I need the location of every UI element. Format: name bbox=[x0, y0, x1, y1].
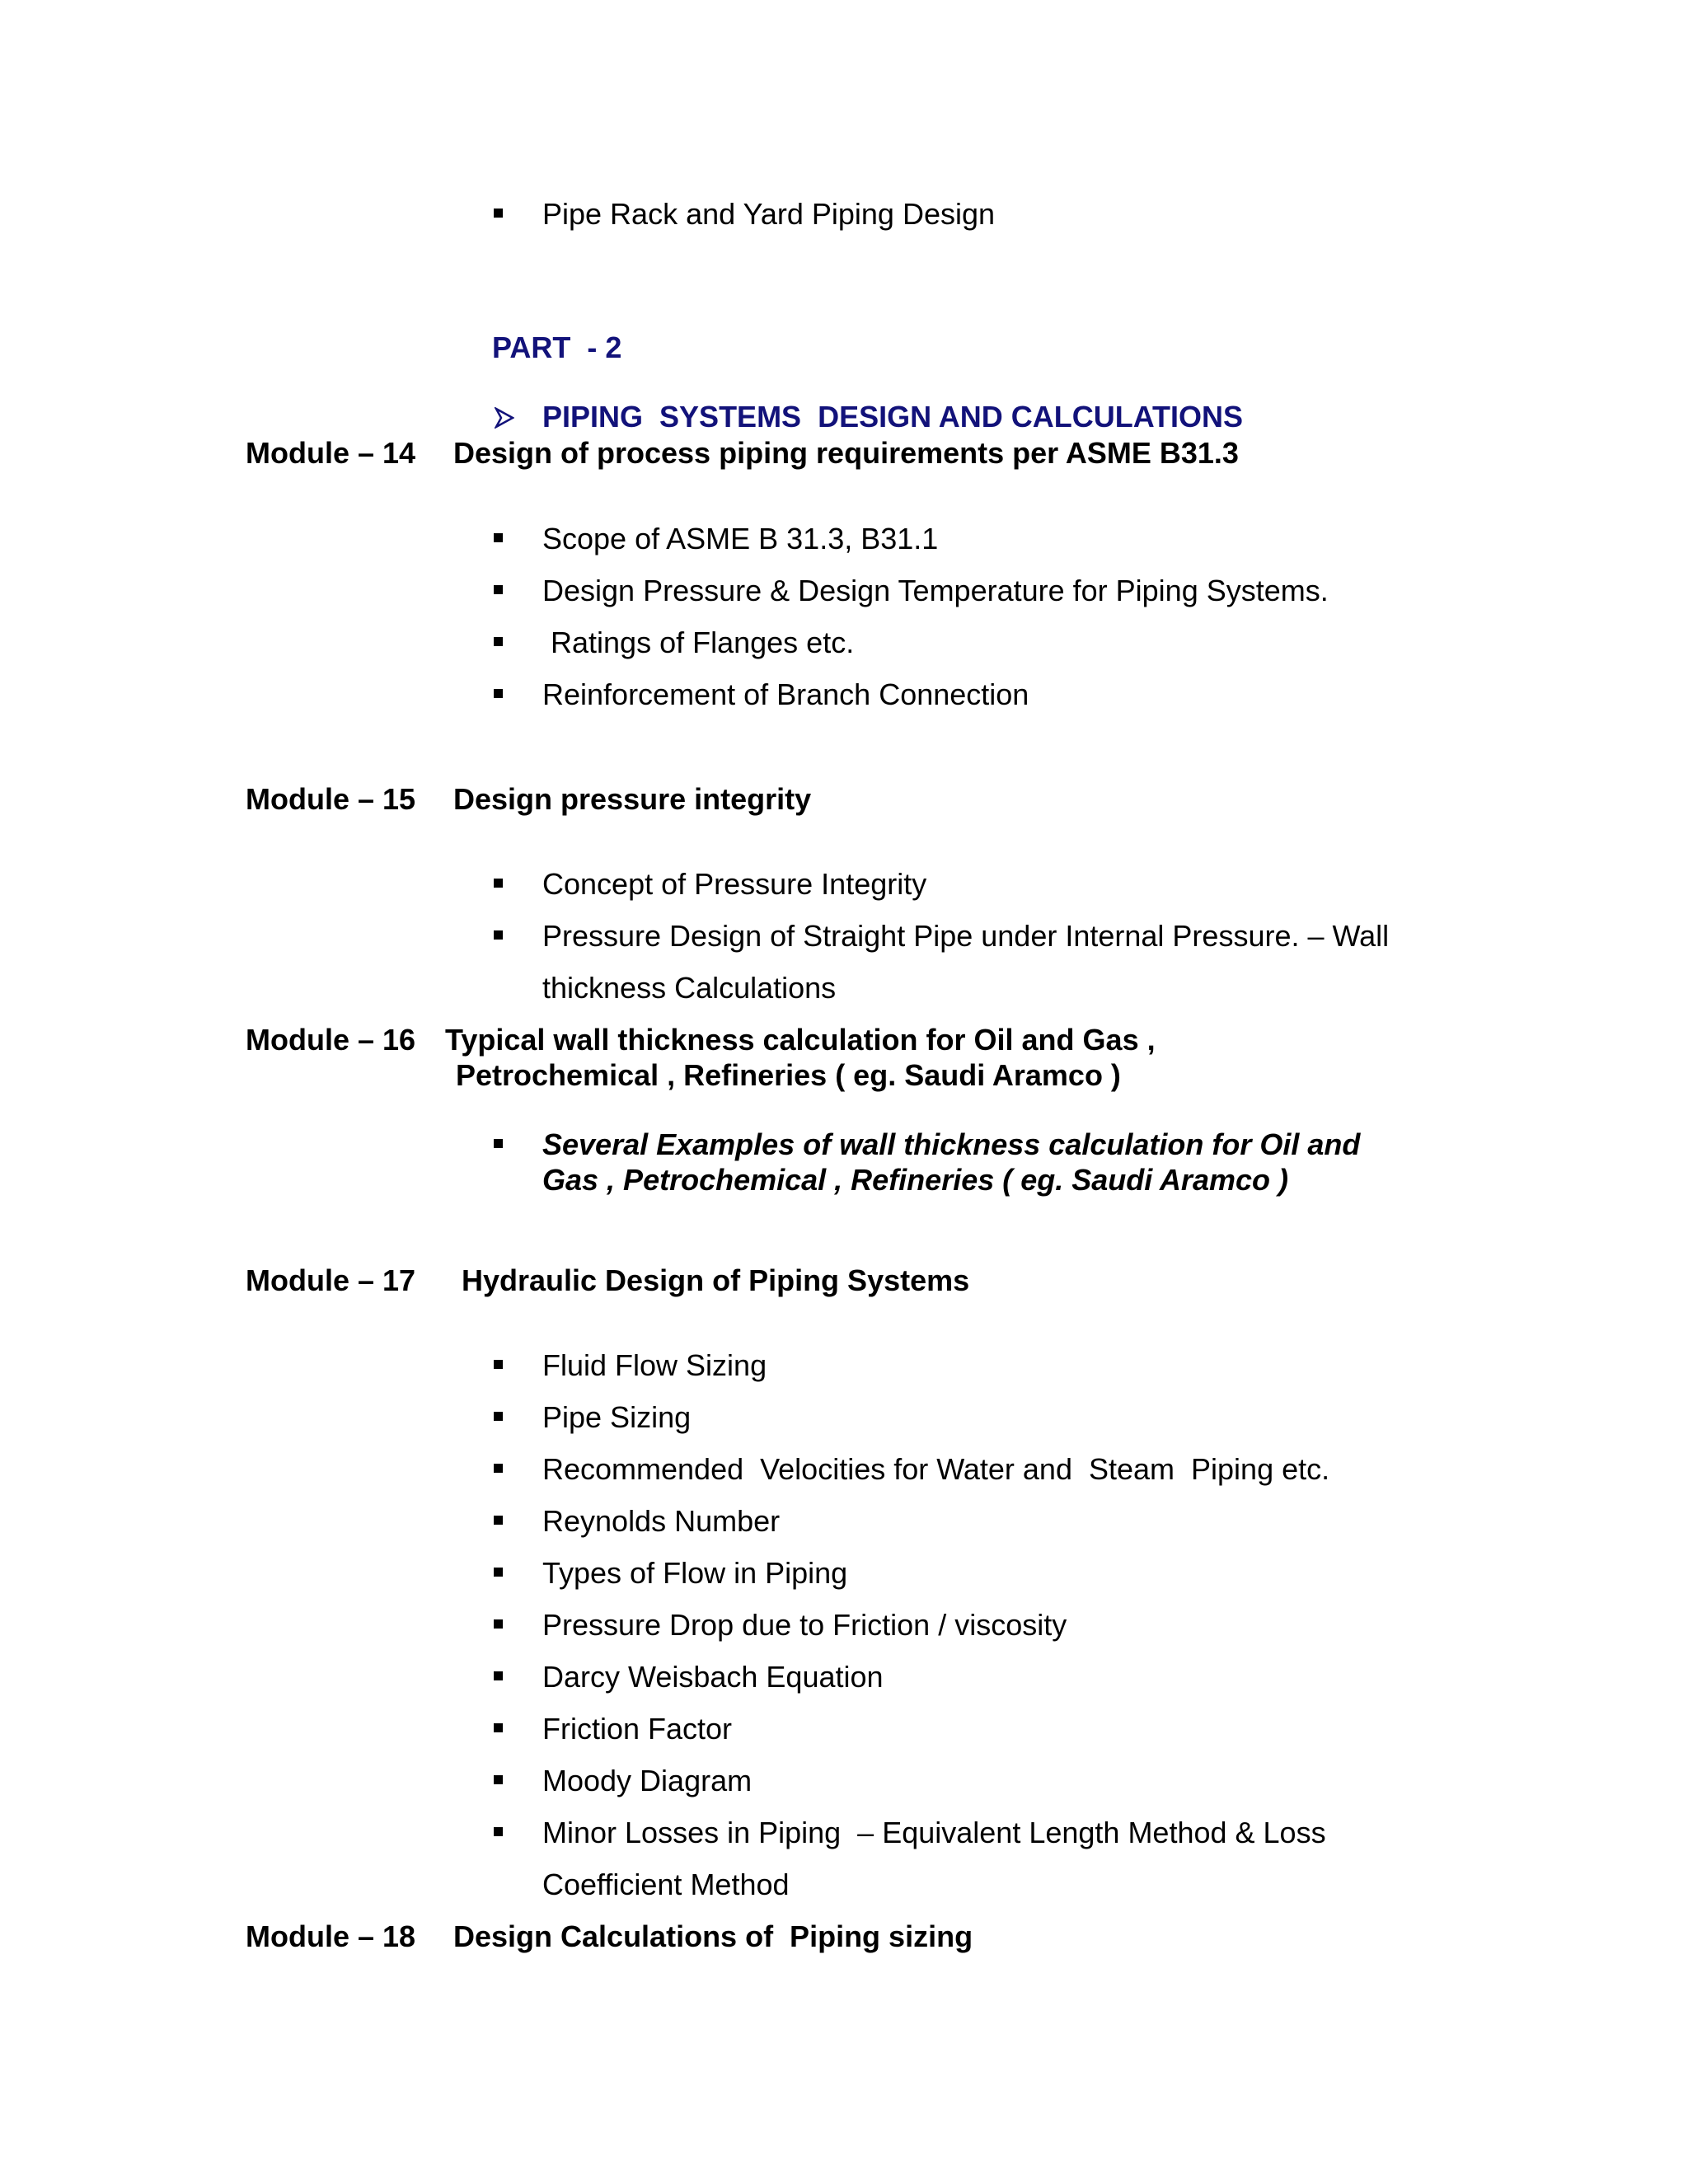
section-title: PIPING SYSTEMS DESIGN AND CALCULATIONS bbox=[542, 400, 1244, 434]
module-title-line-1: Typical wall thickness calculation for Oil and Gas , bbox=[445, 1023, 1156, 1057]
bullet-square-icon bbox=[494, 637, 503, 646]
bullet-square-icon bbox=[494, 1360, 503, 1369]
bullet-square-icon bbox=[494, 1464, 503, 1473]
bullet-square-icon bbox=[494, 533, 503, 542]
list-item-continuation: thickness Calculations bbox=[542, 971, 837, 1005]
bullet-square-icon bbox=[494, 930, 503, 940]
bullet-square-icon bbox=[494, 1827, 503, 1836]
module-label: Module – 14 bbox=[246, 436, 416, 470]
module-title-line-2: Petrochemical , Refineries ( eg. Saudi Aramco ) bbox=[456, 1058, 1121, 1092]
bullet-square-icon bbox=[494, 1139, 503, 1148]
list-item-continuation: Coefficient Method bbox=[542, 1868, 790, 1901]
bullet-square-icon bbox=[494, 1671, 503, 1680]
module-label: Module – 15 bbox=[246, 782, 416, 816]
module-label: Module – 17 bbox=[246, 1263, 416, 1297]
bullet-square-icon bbox=[494, 879, 503, 888]
bullet-square-icon bbox=[494, 585, 503, 594]
module-title: Design of process piping requirements per ASME B31.3 bbox=[453, 436, 1239, 470]
module-title: Design pressure integrity bbox=[453, 782, 812, 816]
bullet-square-icon bbox=[494, 1723, 503, 1732]
list-item-continuation: Gas , Petrochemical , Refineries ( eg. Saudi Aramco ) bbox=[542, 1163, 1288, 1197]
bullet-square-icon bbox=[494, 1412, 503, 1421]
bullet-square-icon bbox=[494, 689, 503, 698]
module-title: Design Calculations of Piping sizing bbox=[453, 1919, 973, 1953]
bullet-square-icon bbox=[494, 209, 503, 218]
bullet-square-icon bbox=[494, 1775, 503, 1784]
module-label: Module – 16 bbox=[246, 1023, 416, 1057]
arrow-right-icon bbox=[495, 407, 514, 429]
module-title: Hydraulic Design of Piping Systems bbox=[462, 1263, 970, 1297]
part-title: PART - 2 bbox=[492, 330, 622, 364]
bullet-square-icon bbox=[494, 1568, 503, 1577]
bullet-square-icon bbox=[494, 1619, 503, 1629]
module-label: Module – 18 bbox=[246, 1919, 416, 1953]
bullet-square-icon bbox=[494, 1516, 503, 1525]
